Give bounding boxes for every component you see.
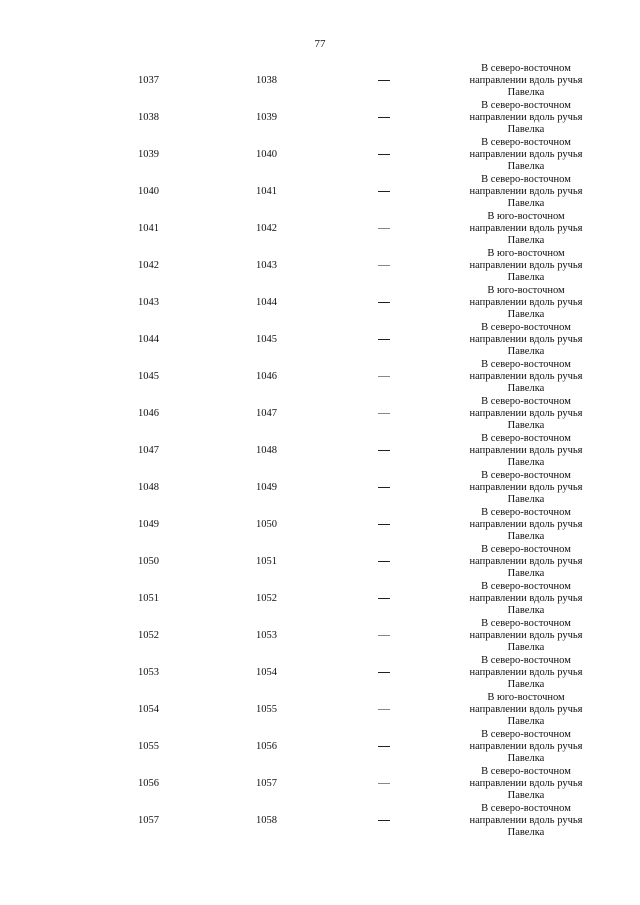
dash-mark bbox=[378, 598, 390, 599]
point-to: 1047 bbox=[256, 408, 277, 419]
description-line: Павелка bbox=[507, 605, 545, 617]
description-line: В северо-восточном bbox=[481, 396, 571, 407]
table-row bbox=[0, 617, 640, 654]
direction-description bbox=[466, 100, 586, 137]
description-line: В северо-восточном bbox=[481, 803, 571, 814]
description-line: В северо-восточном bbox=[481, 322, 571, 333]
dash-mark bbox=[378, 154, 390, 155]
point-from: 1052 bbox=[138, 630, 159, 641]
description-line: направлении вдоль ручья bbox=[469, 186, 583, 198]
dash-mark bbox=[378, 820, 390, 821]
table-row bbox=[0, 395, 640, 432]
table-row bbox=[0, 284, 640, 321]
description-line: В северо-восточном bbox=[481, 100, 571, 111]
point-from: 1044 bbox=[138, 334, 159, 345]
point-from: 1053 bbox=[138, 667, 159, 678]
table-row bbox=[0, 173, 640, 210]
description-line: направлении вдоль ручья bbox=[469, 704, 583, 716]
dash-mark bbox=[378, 635, 390, 636]
point-from: 1040 bbox=[138, 186, 159, 197]
description-line: В северо-восточном bbox=[481, 655, 571, 666]
direction-description bbox=[466, 618, 586, 655]
direction-description bbox=[466, 396, 586, 433]
description-line: направлении вдоль ручья bbox=[469, 556, 583, 568]
direction-description bbox=[466, 581, 586, 618]
direction-description bbox=[466, 766, 586, 803]
point-from: 1047 bbox=[138, 445, 159, 456]
table-row bbox=[0, 99, 640, 136]
dash-mark bbox=[378, 783, 390, 784]
point-to: 1039 bbox=[256, 112, 277, 123]
point-from: 1039 bbox=[138, 149, 159, 160]
description-line: направлении вдоль ручья bbox=[469, 778, 583, 790]
page-number: 77 bbox=[314, 38, 326, 50]
point-from: 1045 bbox=[138, 371, 159, 382]
description-line: В северо-восточном bbox=[481, 359, 571, 370]
point-to: 1044 bbox=[256, 297, 277, 308]
point-to: 1052 bbox=[256, 593, 277, 604]
point-from: 1046 bbox=[138, 408, 159, 419]
point-to: 1056 bbox=[256, 741, 277, 752]
dash-mark bbox=[378, 746, 390, 747]
description-line: направлении вдоль ручья bbox=[469, 741, 583, 753]
point-to: 1043 bbox=[256, 260, 277, 271]
description-line: Павелка bbox=[507, 531, 545, 543]
table-row bbox=[0, 506, 640, 543]
dash-mark bbox=[378, 339, 390, 340]
description-line: Павелка bbox=[507, 568, 545, 580]
description-line: В северо-восточном bbox=[481, 544, 571, 555]
description-line: направлении вдоль ручья bbox=[469, 519, 583, 531]
direction-description bbox=[466, 803, 586, 840]
point-to: 1054 bbox=[256, 667, 277, 678]
description-line: направлении вдоль ручья bbox=[469, 630, 583, 642]
direction-description bbox=[466, 655, 586, 692]
description-line: В северо-восточном bbox=[481, 470, 571, 481]
description-line: направлении вдоль ручья bbox=[469, 667, 583, 679]
point-to: 1040 bbox=[256, 149, 277, 160]
description-line: Павелка bbox=[507, 753, 545, 765]
dash-mark bbox=[378, 709, 390, 710]
dash-mark bbox=[378, 561, 390, 562]
point-from: 1038 bbox=[138, 112, 159, 123]
point-from: 1057 bbox=[138, 815, 159, 826]
table-row bbox=[0, 432, 640, 469]
description-line: Павелка bbox=[507, 346, 545, 358]
dash-mark bbox=[378, 80, 390, 81]
description-line: Павелка bbox=[507, 679, 545, 691]
point-to: 1055 bbox=[256, 704, 277, 715]
description-line: В северо-восточном bbox=[481, 729, 571, 740]
point-to: 1048 bbox=[256, 445, 277, 456]
description-line: направлении вдоль ручья bbox=[469, 334, 583, 346]
point-from: 1055 bbox=[138, 741, 159, 752]
description-line: направлении вдоль ручья bbox=[469, 445, 583, 457]
direction-description bbox=[466, 470, 586, 507]
description-line: В северо-восточном bbox=[481, 507, 571, 518]
point-from: 1051 bbox=[138, 593, 159, 604]
description-line: Павелка bbox=[507, 827, 545, 839]
description-line: направлении вдоль ручья bbox=[469, 482, 583, 494]
direction-description bbox=[466, 248, 586, 285]
point-to: 1058 bbox=[256, 815, 277, 826]
description-line: направлении вдоль ручья bbox=[469, 815, 583, 827]
description-line: направлении вдоль ручья bbox=[469, 149, 583, 161]
point-from: 1041 bbox=[138, 223, 159, 234]
direction-description bbox=[466, 544, 586, 581]
description-line: В северо-восточном bbox=[481, 137, 571, 148]
point-to: 1057 bbox=[256, 778, 277, 789]
description-line: Павелка bbox=[507, 87, 545, 99]
description-line: Павелка bbox=[507, 235, 545, 247]
description-line: Павелка bbox=[507, 309, 545, 321]
description-line: направлении вдоль ручья bbox=[469, 297, 583, 309]
point-to: 1050 bbox=[256, 519, 277, 530]
description-line: В северо-восточном bbox=[481, 618, 571, 629]
description-line: Павелка bbox=[507, 272, 545, 284]
description-line: Павелка bbox=[507, 383, 545, 395]
description-line: Павелка bbox=[507, 124, 545, 136]
point-to: 1051 bbox=[256, 556, 277, 567]
description-line: Павелка bbox=[507, 161, 545, 173]
description-line: Павелка bbox=[507, 642, 545, 654]
description-line: направлении вдоль ручья bbox=[469, 593, 583, 605]
point-from: 1043 bbox=[138, 297, 159, 308]
direction-description bbox=[466, 63, 586, 100]
description-line: Павелка bbox=[507, 457, 545, 469]
table-row bbox=[0, 62, 640, 99]
direction-description bbox=[466, 433, 586, 470]
point-to: 1045 bbox=[256, 334, 277, 345]
table-row bbox=[0, 210, 640, 247]
direction-description bbox=[466, 359, 586, 396]
description-line: направлении вдоль ручья bbox=[469, 371, 583, 383]
description-line: Павелка bbox=[507, 716, 545, 728]
dash-mark bbox=[378, 376, 390, 377]
description-line: Павелка bbox=[507, 420, 545, 432]
point-to: 1046 bbox=[256, 371, 277, 382]
point-from: 1042 bbox=[138, 260, 159, 271]
description-line: В юго-восточном bbox=[487, 248, 565, 259]
dash-mark bbox=[378, 191, 390, 192]
dash-mark bbox=[378, 524, 390, 525]
dash-mark bbox=[378, 117, 390, 118]
point-to: 1049 bbox=[256, 482, 277, 493]
point-from: 1048 bbox=[138, 482, 159, 493]
description-line: направлении вдоль ручья bbox=[469, 223, 583, 235]
table-row bbox=[0, 580, 640, 617]
dash-mark bbox=[378, 487, 390, 488]
description-line: В северо-восточном bbox=[481, 174, 571, 185]
table-row bbox=[0, 728, 640, 765]
dash-mark bbox=[378, 228, 390, 229]
table-row bbox=[0, 321, 640, 358]
description-line: Павелка bbox=[507, 494, 545, 506]
description-line: направлении вдоль ручья bbox=[469, 112, 583, 124]
dash-mark bbox=[378, 413, 390, 414]
dash-mark bbox=[378, 302, 390, 303]
description-line: В северо-восточном bbox=[481, 766, 571, 777]
dash-mark bbox=[378, 672, 390, 673]
direction-description bbox=[466, 211, 586, 248]
boundary-table bbox=[0, 62, 640, 839]
description-line: В северо-восточном bbox=[481, 433, 571, 444]
point-to: 1041 bbox=[256, 186, 277, 197]
table-row bbox=[0, 691, 640, 728]
point-from: 1056 bbox=[138, 778, 159, 789]
table-row bbox=[0, 469, 640, 506]
point-to: 1042 bbox=[256, 223, 277, 234]
description-line: В юго-восточном bbox=[487, 285, 565, 296]
direction-description bbox=[466, 174, 586, 211]
dash-mark bbox=[378, 265, 390, 266]
table-row bbox=[0, 543, 640, 580]
point-to: 1053 bbox=[256, 630, 277, 641]
point-from: 1049 bbox=[138, 519, 159, 530]
direction-description bbox=[466, 507, 586, 544]
description-line: В северо-восточном bbox=[481, 581, 571, 592]
table-row bbox=[0, 358, 640, 395]
point-from: 1050 bbox=[138, 556, 159, 567]
direction-description bbox=[466, 322, 586, 359]
description-line: В юго-восточном bbox=[487, 211, 565, 222]
table-row bbox=[0, 802, 640, 839]
description-line: направлении вдоль ручья bbox=[469, 260, 583, 272]
direction-description bbox=[466, 137, 586, 174]
description-line: направлении вдоль ручья bbox=[469, 408, 583, 420]
point-from: 1054 bbox=[138, 704, 159, 715]
table-row bbox=[0, 247, 640, 284]
description-line: В северо-восточном bbox=[481, 63, 571, 74]
description-line: направлении вдоль ручья bbox=[469, 75, 583, 87]
dash-mark bbox=[378, 450, 390, 451]
direction-description bbox=[466, 729, 586, 766]
table-row bbox=[0, 765, 640, 802]
point-to: 1038 bbox=[256, 75, 277, 86]
direction-description bbox=[466, 692, 586, 729]
description-line: Павелка bbox=[507, 790, 545, 802]
description-line: Павелка bbox=[507, 198, 545, 210]
direction-description bbox=[466, 285, 586, 322]
description-line: В юго-восточном bbox=[487, 692, 565, 703]
point-from: 1037 bbox=[138, 75, 159, 86]
table-row bbox=[0, 654, 640, 691]
table-row bbox=[0, 136, 640, 173]
